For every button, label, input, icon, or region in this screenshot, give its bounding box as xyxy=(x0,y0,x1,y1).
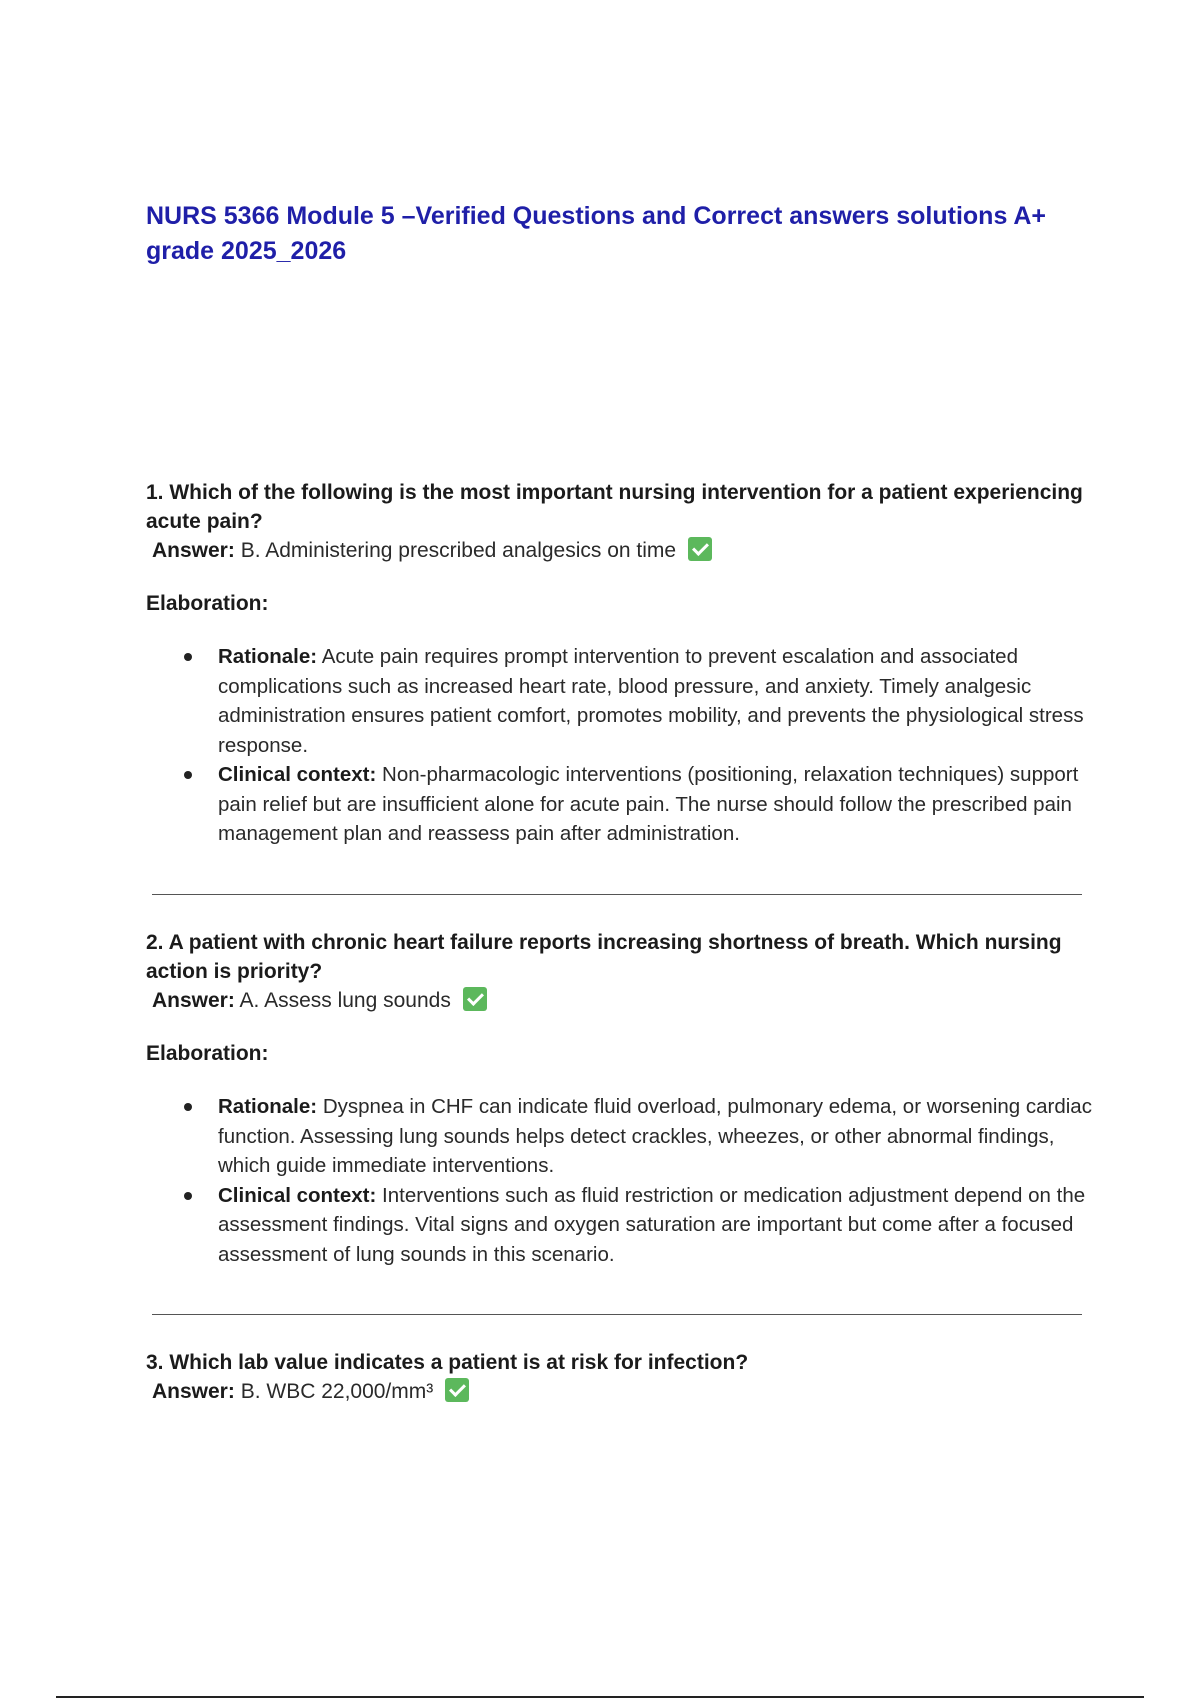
question-text: 3. Which lab value indicates a patient is at risk for infection? xyxy=(146,1351,749,1374)
bullet-icon xyxy=(184,653,192,661)
page-bottom-rule xyxy=(56,1696,1144,1698)
check-mark-icon xyxy=(688,537,712,561)
answer-text: A. Assess lung sounds xyxy=(239,989,451,1012)
rationale-label: Rationale: xyxy=(218,1095,318,1118)
answer-line xyxy=(152,986,1096,1015)
check-mark-icon xyxy=(463,987,487,1011)
answer-label: Answer: xyxy=(152,539,235,562)
clinical-context-text: Interventions such as fluid restriction or medication adjustment depend on the assessment findings. Vital signs and oxygen saturation are important but come after a focused assessment of lung sounds in this scenario. xyxy=(218,1183,1086,1266)
answer-line xyxy=(152,1377,1096,1406)
question-3 xyxy=(146,1348,1096,1406)
answer-text: B. WBC 22,000/mm³ xyxy=(240,1380,434,1403)
question-text: 2. A patient with chronic heart failure reports increasing shortness of breath. Which nursing action is priority? xyxy=(146,931,1062,983)
answer-label: Answer: xyxy=(152,989,235,1012)
bullet-icon xyxy=(184,1192,192,1200)
clinical-context-label: Clinical context: xyxy=(218,1183,377,1207)
document-title: NURS 5366 Module 5 –Verified Questions and Correct answers solutions A+ grade 2025_2026 xyxy=(146,202,1047,265)
answer-line xyxy=(152,536,1096,565)
question-1 xyxy=(146,478,1096,849)
list-item xyxy=(146,1092,1098,1181)
bullet-icon xyxy=(184,1103,192,1111)
list-item xyxy=(146,1181,1098,1270)
list-item xyxy=(146,760,1098,849)
elaboration-list xyxy=(146,1092,1096,1269)
clinical-context-text: Non-pharmacologic interventions (positioning, relaxation techniques) support pain relief but are insufficient alone for acute pain. The nurse should follow the prescribed pain management plan and reassess pain after administration. xyxy=(218,763,1079,845)
answer-text: B. Administering prescribed analgesics on time xyxy=(240,539,677,562)
rationale-text: Dyspnea in CHF can indicate fluid overload, pulmonary edema, or worsening cardiac function. Assessing lung sounds helps detect crackles, wheezes, or other abnormal findings, which guide immediate interventions. xyxy=(218,1095,1092,1177)
list-item xyxy=(146,642,1098,760)
elaboration-list xyxy=(146,642,1096,849)
answer-label: Answer: xyxy=(152,1380,235,1403)
elaboration-heading: Elaboration: xyxy=(146,592,269,615)
section-divider xyxy=(152,1314,1082,1315)
section-divider xyxy=(152,894,1082,895)
check-mark-icon xyxy=(445,1378,469,1402)
rationale-label: Rationale: xyxy=(218,645,318,668)
rationale-text: Acute pain requires prompt intervention to prevent escalation and associated complications such as increased heart rate, blood pressure, and anxiety. Timely analgesic administration ensures patient comfort, promotes mobility, and prevents the physiological stress response. xyxy=(218,645,1084,757)
question-2 xyxy=(146,928,1096,1269)
bullet-icon xyxy=(184,771,192,779)
elaboration-heading: Elaboration: xyxy=(146,1042,269,1065)
question-text: 1. Which of the following is the most important nursing intervention for a patient experiencing acute pain? xyxy=(146,481,1083,533)
clinical-context-label: Clinical context: xyxy=(218,763,377,786)
